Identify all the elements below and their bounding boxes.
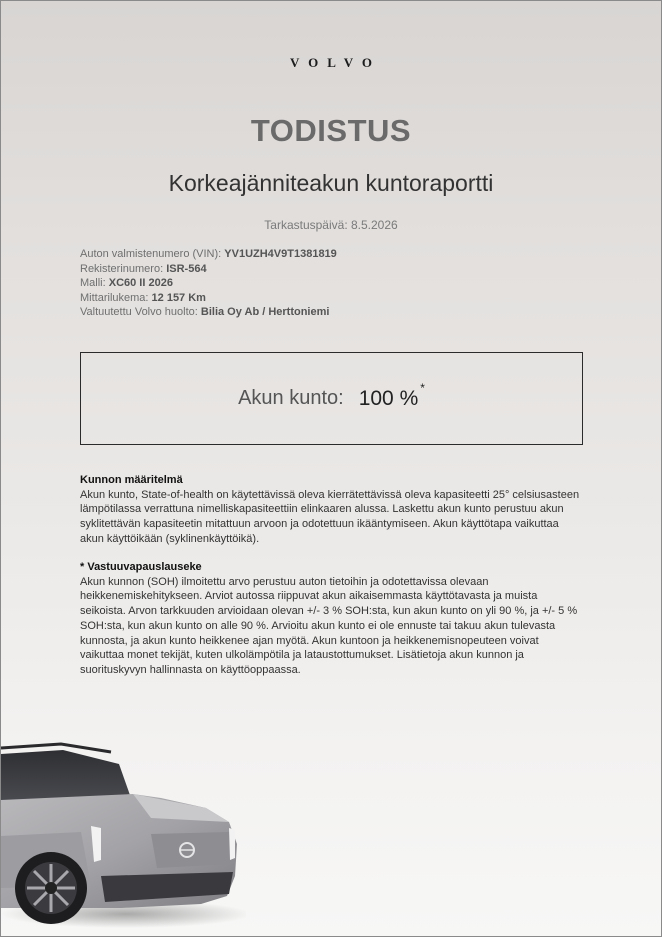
- dealer-value: Bilia Oy Ab / Herttoniemi: [200, 306, 330, 319]
- battery-health-value: [358, 380, 425, 411]
- page-subtitle: Korkeajänniteakun kuntoraportti: [168, 170, 494, 196]
- registration-value: ISR-564: [166, 262, 207, 275]
- dealer-row: [80, 305, 337, 320]
- car-image: [1, 736, 246, 936]
- inspection-date: Tarkastuspäivä: 8.5.2026: [264, 218, 398, 232]
- model-row: [80, 276, 337, 291]
- volvo-logo: VOLVO: [290, 55, 381, 70]
- disclaimer-heading: * Vastuuvapauslauseke: [80, 561, 202, 573]
- battery-health-box: [80, 352, 583, 445]
- page-title: TODISTUS: [250, 113, 412, 148]
- disclaimer-section: [80, 560, 585, 678]
- model-label: Malli:: [80, 277, 106, 290]
- mileage-label: Mittarilukema:: [80, 291, 149, 304]
- vin-value: YV1UZH4V9T1381819: [224, 248, 337, 260]
- vin-row: [80, 247, 337, 262]
- registration-row: [80, 262, 337, 277]
- definition-text: Akun kunto, State-of-health on käytettävissä oleva kierrätettävissä oleva kapasiteetti 25° celsiusasteen lämpötilassa verrattuna nimelliskapasiteettiin elinkaaren alussa. Laskettu akun kunto perustuu akun syklitettävän kapasiteetin mitattuun arvoon ja odotettuun ikääntymiseen. Akun käyttötapa vaikuttaa akun käyttöikään (syklinenkäyttöikä).: [80, 488, 580, 545]
- registration-label: Rekisterinumero:: [80, 262, 164, 275]
- footnote-mark: *: [420, 380, 425, 395]
- mileage-row: [80, 291, 337, 306]
- dealer-label: Valtuutettu Volvo huolto:: [80, 306, 198, 319]
- battery-health-label: Akun kunto:: [238, 387, 344, 409]
- mileage-value: 12 157 Km: [151, 291, 206, 304]
- definition-section: [80, 473, 585, 547]
- battery-health-number: 100 %: [358, 386, 419, 410]
- disclaimer-text: Akun kunnon (SOH) ilmoitettu arvo perustuu auton tietoihin ja odotettavissa olevaan heikkenemiskehitykseen. Arviot autossa riippuvat akun aikaisemmasta käyttötavasta ja muista seikoista. Arvon tarkkuuden arvioidaan olevan +/- 3 % SOH:sta, kun akun kunto on yli 90 %, ja +/- 5 % SOH:sta, kun akun kunto on alle 90 %. Arvioitu akun kunto ei ole ennuste tai takuu akun tulevasta kunnosta, ja akun kunto heikkenee ajan myötä. Akun kuntoon ja heikkenemisnopeuteen voivat vaikuttaa monet tekijät, kuten ulkolämpötila ja lataustottumukset. Lisätietoja akun kunnon ja suorituskyvyn hallinnasta on käyttöoppaassa.: [80, 575, 578, 676]
- vehicle-info: [80, 247, 337, 320]
- definition-heading: Kunnon määritelmä: [80, 474, 183, 486]
- vin-label: Auton valmistenumero (VIN):: [80, 248, 222, 260]
- model-value: XC60 II 2026: [108, 277, 173, 290]
